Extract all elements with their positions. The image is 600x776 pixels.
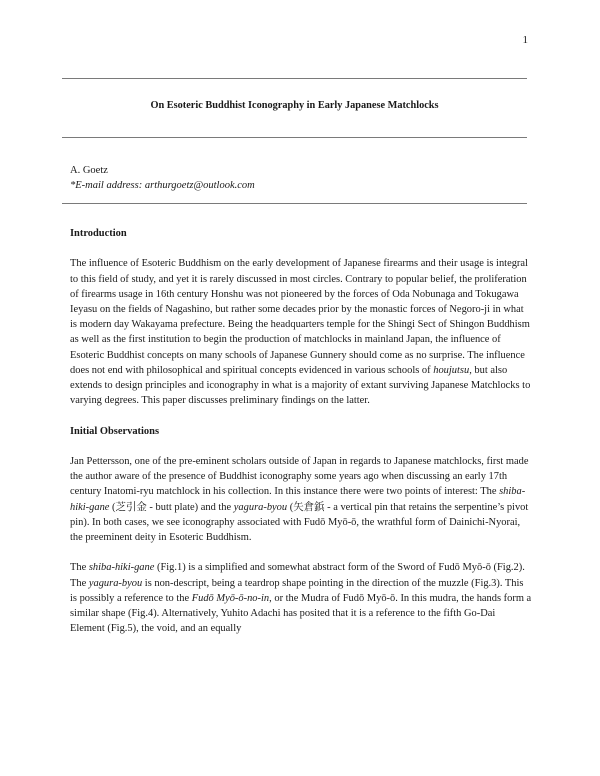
page-number: 1 [522, 34, 528, 46]
text-run: (Fig.1) is a simplified and somewhat abstract form of the Sword of Fudō Myō-ō (Fig.2). The [70, 562, 525, 589]
section-heading-introduction: Introduction [70, 228, 127, 239]
term-shiba-hiki-gane: shiba-hiki-gane [88, 562, 155, 574]
term-shiba-hiki-gane: shiba-hiki-gane [70, 486, 526, 513]
introduction-paragraph [70, 256, 532, 408]
text-run: (矢倉鋲 - a vertical pin that retains the serpentine’s pivot pin). In both cases, we see iconography associated with Fudō Myō-ō, the wrathful form of Dainichi-Nyorai, the preeminent deity in Esoteric Buddhism. [70, 501, 529, 544]
header-rule-bottom [62, 203, 527, 204]
paper-title: On Esoteric Buddhist Iconography in Early Japanese Matchlocks [150, 100, 439, 111]
author-email: *E-mail address: arthurgoetz@outlook.com [70, 180, 255, 191]
initial-observations-paragraph-2 [70, 560, 532, 636]
initial-observations-paragraph-1 [70, 454, 532, 545]
term-fudo-mudra: Fudō Myō-ō-no-in [191, 592, 270, 604]
header-rule-mid [62, 137, 527, 138]
section-heading-initial-observations: Initial Observations [70, 425, 160, 437]
text-run: is non-descript, being a teardrop shape pointing in the direction of the muzzle (Fig.3). This is possibly a reference to the [70, 577, 524, 604]
text-run: (芝引金 - butt plate) and the [109, 501, 234, 513]
term-yagura-byou: yagura-byou [233, 501, 288, 513]
author-name: A. Goetz [70, 165, 108, 176]
header-rule-top [62, 78, 527, 79]
paper-body [70, 226, 532, 636]
text-run: , but also extends to design principles and iconography in what is a majority of extant surviving Japanese Matchlocks to varying degrees. This paper discusses preliminary findings on the latter. [70, 364, 531, 407]
term-yagura-byou: yagura-byou [88, 577, 143, 589]
text-run: , or the Mudra of Fudō Myō-ō. In this mudra, the hands form a similar shape (Fig.4). Alternatively, Yuhito Adachi has posited that it is a reference to the fifth Go-Dai Element (Fig.5), the void, and an equally [70, 592, 532, 635]
text-run: Jan Pettersson, one of the pre-eminent scholars outside of Japan in regards to Japanese matchlocks, first made the author aware of the presence of Buddhist iconography some years ago when discussing an early 17th century Inatomi-ryu matchlock in his collection. In this instance there were two points of interest: The [70, 456, 529, 498]
text-run: The [70, 562, 89, 574]
author-block [70, 163, 255, 193]
term-houjutsu: houjutsu [433, 364, 470, 376]
text-run: The influence of Esoteric Buddhism on the early development of Japanese firearms and their usage is integral to this field of study, and yet it is rarely discussed in most circles. Contrary to popular belief, the proliferation of firearms usage in 16th century Honshu was not pioneered by the forces of Oda Nobunaga and Tokugawa Ieyasu on the fields of Nagashino, but rather some decades prior by the monastic forces of Negoro-ji in what is modern day Wakayama prefecture. Being the headquarters temple for the Shingi Sect of Shingon Buddhism as well as the first institution to begin the production of matchlocks in mainland Japan, the influence of Esoteric Buddhist concepts on many schools of Japanese Gunnery should come as no surprise. The influence does not end with philosophical and spiritual concepts evidenced in various schools of [70, 258, 530, 376]
